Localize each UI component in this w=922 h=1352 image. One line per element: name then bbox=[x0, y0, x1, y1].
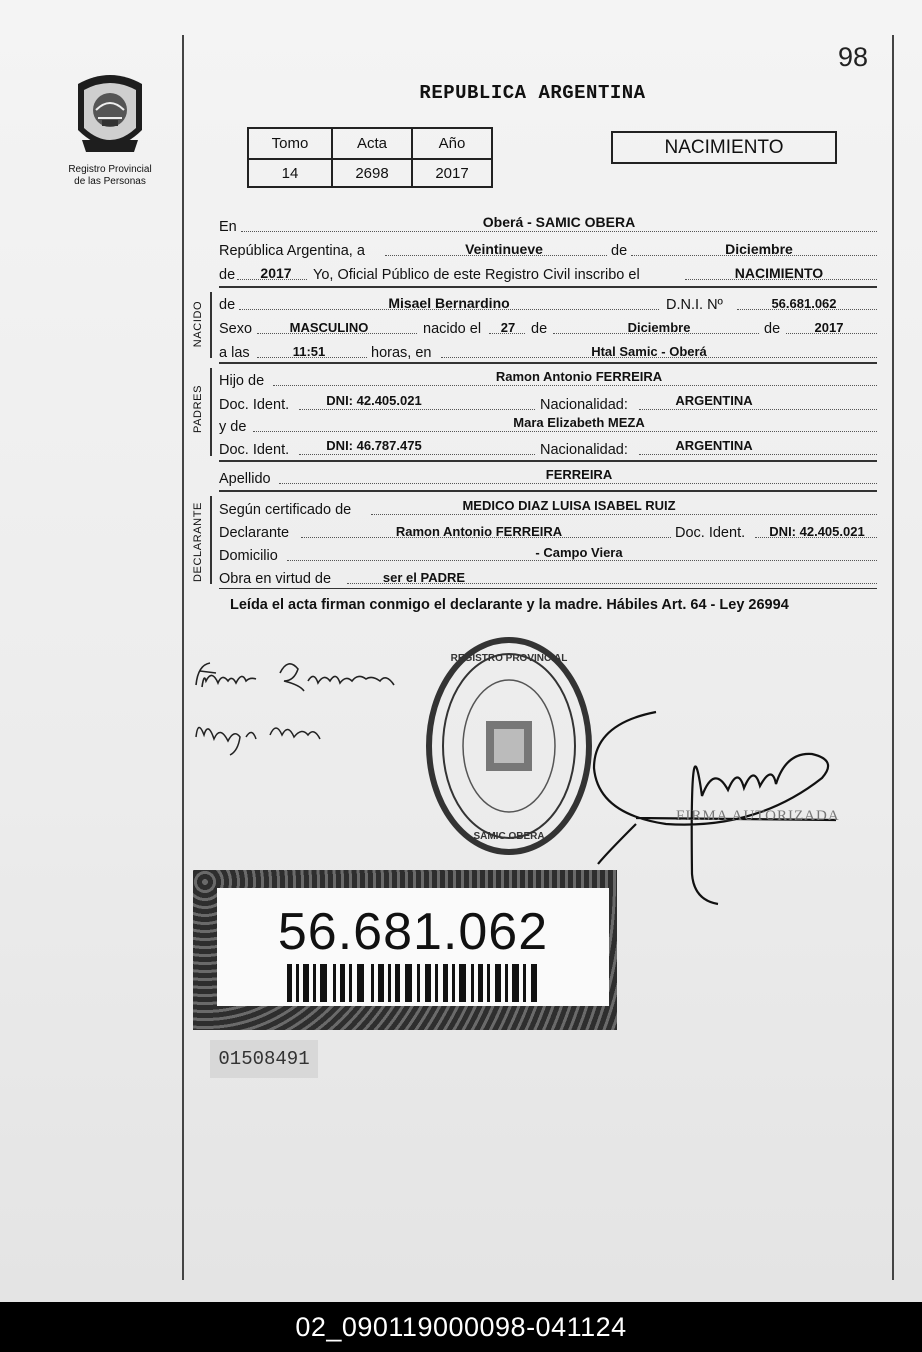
row-apellido bbox=[219, 466, 877, 488]
serial-number-sticker: 01508491 bbox=[210, 1040, 318, 1078]
row-nacido-sexo bbox=[219, 316, 877, 338]
row-domicilio bbox=[219, 543, 877, 565]
separator-2 bbox=[219, 362, 877, 364]
value-declarante-doc: DNI: 42.405.021 bbox=[769, 524, 865, 539]
label-mother-doc: Doc. Ident. bbox=[219, 442, 290, 458]
document-title: REPUBLICA ARGENTINA bbox=[419, 82, 646, 104]
label-dni: D.N.I. Nº bbox=[666, 297, 723, 313]
label-y-de: y de bbox=[219, 419, 247, 435]
declarante-bracket bbox=[210, 496, 212, 584]
label-father-doc: Doc. Ident. bbox=[219, 397, 290, 413]
value-act-inline: NACIMIENTO bbox=[734, 265, 824, 281]
label-declarante-doc: Doc. Ident. bbox=[675, 525, 746, 541]
label-republica: República Argentina, a bbox=[219, 243, 365, 259]
value-birth-place: Htal Samic - Oberá bbox=[591, 344, 707, 359]
row-father-doc bbox=[219, 392, 877, 414]
label-declarante: Declarante bbox=[219, 525, 290, 541]
row-mother-doc bbox=[219, 437, 877, 459]
label-oficial: Yo, Oficial Público de este Registro Civil inscribo el bbox=[313, 267, 640, 283]
authorized-label: FIRMA AUTORIZADA bbox=[676, 808, 840, 824]
section-label-declarante: DECLARANTE bbox=[192, 502, 204, 582]
svg-text:REGISTRO PROVINCIAL: REGISTRO PROVINCIAL bbox=[450, 653, 568, 664]
value-month: Diciembre bbox=[725, 241, 793, 257]
row-nacido-name bbox=[219, 292, 877, 314]
label-segun: Según certificado de bbox=[219, 502, 352, 518]
ref-header-tomo: Tomo bbox=[248, 128, 332, 159]
nacido-bracket bbox=[210, 292, 212, 358]
value-place: Oberá - SAMIC OBERA bbox=[482, 214, 636, 230]
row-declarante bbox=[219, 520, 877, 542]
value-obra: ser el PADRE bbox=[382, 570, 466, 585]
section-label-padres: PADRES bbox=[192, 384, 204, 434]
barcode-panel bbox=[217, 888, 609, 1006]
separator-3 bbox=[219, 460, 877, 462]
footer-code: 02_090119000098-041124 bbox=[295, 1312, 627, 1342]
value-mother-doc: DNI: 46.787.475 bbox=[326, 438, 422, 453]
label-de-month: de bbox=[531, 321, 548, 337]
ref-value-tomo: 14 bbox=[248, 159, 332, 187]
label-apellido: Apellido bbox=[219, 471, 271, 487]
label-de-year2: de bbox=[764, 321, 781, 337]
svg-text:SAMIC OBERA: SAMIC OBERA bbox=[473, 831, 545, 842]
separator-5 bbox=[219, 588, 877, 589]
row-certificado bbox=[219, 497, 877, 519]
row-nacido-time bbox=[219, 340, 877, 362]
logo-caption-line1: Registro Provincial bbox=[68, 164, 152, 175]
closing-text: Leída el acta firman conmigo el declarante y la madre. Hábiles Art. 64 - Ley 26994 bbox=[230, 597, 789, 613]
row-republica bbox=[219, 238, 877, 260]
registry-stamp bbox=[424, 635, 594, 857]
value-child-name: Misael Bernardino bbox=[388, 295, 510, 311]
barcode-icon bbox=[287, 964, 539, 1002]
misiones-seal-icon bbox=[70, 70, 150, 162]
label-domicilio: Domicilio bbox=[219, 548, 278, 564]
value-certificado: MEDICO DIAZ LUISA ISABEL RUIZ bbox=[462, 498, 676, 513]
section-label-nacido: NACIDO bbox=[192, 300, 204, 348]
separator-1 bbox=[219, 286, 877, 288]
reference-table bbox=[247, 127, 493, 188]
value-father-name: Ramon Antonio FERREIRA bbox=[495, 369, 663, 384]
row-en bbox=[219, 214, 877, 236]
label-mother-nationality: Nacionalidad: bbox=[540, 442, 628, 458]
label-father-nationality: Nacionalidad: bbox=[540, 397, 628, 413]
ref-value-anio: 2017 bbox=[412, 159, 492, 187]
registry-logo bbox=[60, 70, 160, 188]
label-en: En bbox=[219, 219, 237, 235]
value-apellido: FERREIRA bbox=[545, 467, 613, 482]
label-horas: horas, en bbox=[371, 345, 432, 361]
label-de: de bbox=[611, 243, 628, 259]
label-hijo-de: Hijo de bbox=[219, 373, 265, 389]
ref-value-acta: 2698 bbox=[332, 159, 412, 187]
value-birth-day: 27 bbox=[500, 320, 516, 335]
page-number: 98 bbox=[838, 42, 869, 72]
value-declarante-name: Ramon Antonio FERREIRA bbox=[395, 524, 563, 539]
left-margin-line bbox=[182, 35, 184, 1280]
row-father-name bbox=[219, 368, 877, 390]
value-mother-nationality: ARGENTINA bbox=[675, 438, 753, 453]
value-father-nationality: ARGENTINA bbox=[675, 393, 753, 408]
row-mother-name bbox=[219, 414, 877, 436]
ref-header-anio: Año bbox=[412, 128, 492, 159]
value-mother-name: Mara Elizabeth MEZA bbox=[513, 415, 645, 430]
row-year bbox=[219, 262, 877, 284]
padres-bracket bbox=[210, 368, 212, 456]
value-domicilio: - Campo Viera bbox=[535, 545, 623, 560]
label-nacido-el: nacido el bbox=[423, 321, 482, 337]
separator-4 bbox=[219, 490, 877, 492]
id-barcode-card bbox=[193, 870, 617, 1030]
act-type-box: NACIMIENTO bbox=[611, 131, 837, 164]
label-obra: Obra en virtud de bbox=[219, 571, 332, 587]
logo-caption-line2: de las Personas bbox=[74, 176, 146, 187]
signature-ferreira-ramon bbox=[190, 655, 410, 765]
label-sexo: Sexo bbox=[219, 321, 253, 337]
value-father-doc: DNI: 42.405.021 bbox=[326, 393, 422, 408]
ref-header-acta: Acta bbox=[332, 128, 412, 159]
label-a-las: a las bbox=[219, 345, 250, 361]
value-birth-month: Diciembre bbox=[627, 320, 691, 335]
value-year: 2017 bbox=[260, 265, 292, 281]
scan-footer bbox=[0, 1302, 922, 1352]
value-day-words: Veintinueve bbox=[465, 241, 543, 257]
label-de-year: de bbox=[219, 267, 236, 283]
value-birth-time: 11:51 bbox=[292, 344, 326, 359]
value-sexo: MASCULINO bbox=[289, 320, 369, 335]
right-margin-line bbox=[892, 35, 894, 1280]
value-birth-year: 2017 bbox=[814, 320, 844, 335]
authorized-signature bbox=[586, 704, 846, 910]
row-obra bbox=[219, 566, 877, 588]
value-child-dni: 56.681.062 bbox=[771, 296, 837, 311]
label-de-name: de bbox=[219, 297, 236, 313]
barcode-number: 56.681.062 bbox=[277, 903, 549, 961]
